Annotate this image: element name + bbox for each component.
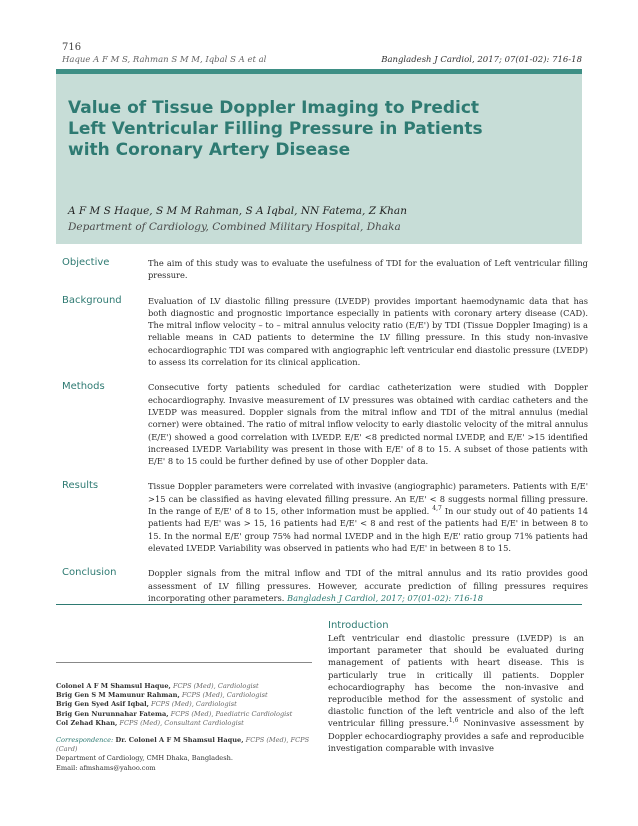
article-title: Value of Tissue Doppler Imaging to Predict Left Ventricular Filling Pressure in Patients with Coronary Artery Disease	[68, 98, 483, 160]
background-text: Evaluation of LV diastolic filling pressure (LVEDP) provides important haemodynamic data that has both diagnostic and prognostic importance especially in patients with coronary artery disease (CAD). The mitral inflow velocity – to – mitral annulus velocity ratio (E/E') by TDI (Tissue Doppler Imaging) is a reliable means in CAD patients to determine the LV filling pressure. In this study non-invasive echocardiographic TDI was compared with angiographic left ventricular end diastolic pressure (LVEDP) to assess its correlation for its clinical application.	[148, 295, 588, 368]
methods-text: Consecutive forty patients scheduled for cardiac catheterization were studied with Doppler echocardiography. Invasive measurement of LV pressures was obtained with cardiac catheters and the LVEDP was measured. Doppler signals from the mitral inflow and TDI of the mitral annulus (medial corner) were obtained. The ratio of mitral inflow velocity to early diastolic velocity of the mitral annulus (E/E') showed a good correlation with LVEDP. E/E' <8 predicted normal LVEDP, and E/E' >15 identified increased LVEDP. Variability was present in those with E/E' of 8 to 15. A subset of those patients with E/E' 8 to 15 could be further defined by use of other Doppler data.	[148, 382, 588, 467]
author-footnotes	[56, 682, 318, 773]
footnote-author	[56, 691, 318, 700]
abstract-conclusion	[62, 567, 588, 604]
correspondence-name: Dr. Colonel A F M Shamsul Haque,	[113, 736, 244, 745]
footnote-author	[56, 719, 318, 728]
conclusion-body: Doppler signals from the mitral inflow and TDI of the mitral annulus and its ratio provides good assessment of LV filling pressures. However, accurate prediction of filling pressures requires incorporating other parameters.	[148, 568, 588, 603]
correspondence-label: Correspondence:	[56, 736, 114, 745]
footnote-author-name: Col Zehad Khan,	[56, 718, 118, 727]
running-authors: Haque A F M S, Rahman S M M, Iqbal S A et al	[62, 55, 267, 65]
correspondence-role: FCPS (Med), FCPS (Card)	[56, 736, 310, 754]
page-number: 716	[62, 42, 82, 53]
footnote-author-role: FCPS (Med), Cardiologist	[179, 691, 268, 700]
abstract-objective	[62, 257, 588, 282]
introduction-body-b: Noninvasive assessment by Doppler echocardiography provides a safe and reproducible investigation comparable with invasive	[328, 718, 584, 753]
abstract-background	[62, 295, 588, 369]
conclusion-text	[148, 567, 588, 604]
results-text-b: In our study out of 40 patients 14 patients had E/E' was > 15, 16 patients had E/E' < 8 and rest of the patients had E/E' in between 8 to 15. In the normal E/E' group 75% had normal LVEDP and in the high E/E' ratio group 71% patients had elevated LVEDP. Variability was observed in patients who had E/E' in between 8 to 15.	[148, 506, 589, 553]
abstract	[62, 257, 588, 617]
footnote-author-name: Brig Gen Syed Asif Iqbal,	[56, 700, 149, 709]
footnote-author	[56, 700, 318, 709]
footnote-author	[56, 710, 318, 719]
section-label-objective: Objective	[62, 257, 110, 268]
correspondence-email: Email: afmshams@yahoo.com	[56, 763, 156, 772]
introduction-reference: 1,6	[448, 717, 459, 725]
article-authors: A F M S Haque, S M M Rahman, S A Iqbal, NN Fatema, Z Khan	[68, 205, 407, 217]
objective-text: The aim of this study was to evaluate the usefulness of TDI for the evaluation of Left ventricular filling pressure.	[148, 258, 588, 281]
footnote-author-name: Brig Gen S M Mamunur Rahman,	[56, 691, 180, 700]
title-band	[56, 74, 582, 244]
abstract-divider	[56, 604, 582, 605]
footnote-author-name: Colonel A F M Shamsul Haque,	[56, 682, 171, 690]
section-label-results: Results	[62, 480, 99, 492]
results-text-a: Tissue Doppler parameters were correlated with invasive (angiographic) parameters. Patients with E/E' >15 can be classified as having elevated filling pressure. An E/E' < 8 suggests normal filling pressure. In the range of E/E' of 8 to 15, other information must be applied.	[148, 481, 588, 517]
footnote-author-name: Brig Gen Nurunnahar Fatema,	[56, 709, 169, 718]
conclusion-citation: Bangladesh J Cardiol, 2017; 07(01-02): 716-18	[286, 592, 483, 603]
footnote-author-role: FCPS (Med), Cardiologist	[148, 700, 237, 709]
section-label-background: Background	[62, 294, 122, 306]
introduction-body-a: Left ventricular end diastolic pressure (LVEDP) is an important parameter that should be evaluated during management of patients with heart disease. This is particularly true in critically ill patients. Doppler echocardiography has become the non-invasive and reproducible method for the assessment of systolic and diastolic function of the left ventricle and also of the left ventricular filling pressure.	[328, 633, 584, 729]
introduction-heading: Introduction	[328, 620, 389, 631]
footnote-author-role: FCPS (Med), Paediatric Cardiologist	[168, 709, 293, 718]
correspondence-line	[56, 736, 318, 754]
correspondence-department: Department of Cardiology, CMH Dhaka, Bangladesh.	[56, 754, 233, 763]
results-text	[148, 480, 588, 554]
introduction-text	[328, 632, 584, 754]
footnote-author-role: FCPS (Med), Cardiologist	[170, 682, 259, 690]
footnote-spacer	[56, 728, 318, 736]
section-label-conclusion: Conclusion	[62, 567, 117, 579]
abstract-methods	[62, 381, 588, 467]
abstract-results	[62, 480, 588, 554]
footnote-author-role: FCPS (Med), Consultant Cardiologist	[117, 718, 244, 727]
article-affiliation: Department of Cardiology, Combined Military Hospital, Dhaka	[68, 221, 401, 233]
footnote-author	[56, 682, 318, 691]
journal-citation: Bangladesh J Cardiol, 2017; 07(01-02): 716-18	[381, 55, 582, 65]
introduction	[328, 620, 584, 754]
footnote-divider	[56, 662, 312, 663]
results-reference: 4,7	[432, 505, 442, 513]
section-label-methods: Methods	[62, 381, 105, 393]
